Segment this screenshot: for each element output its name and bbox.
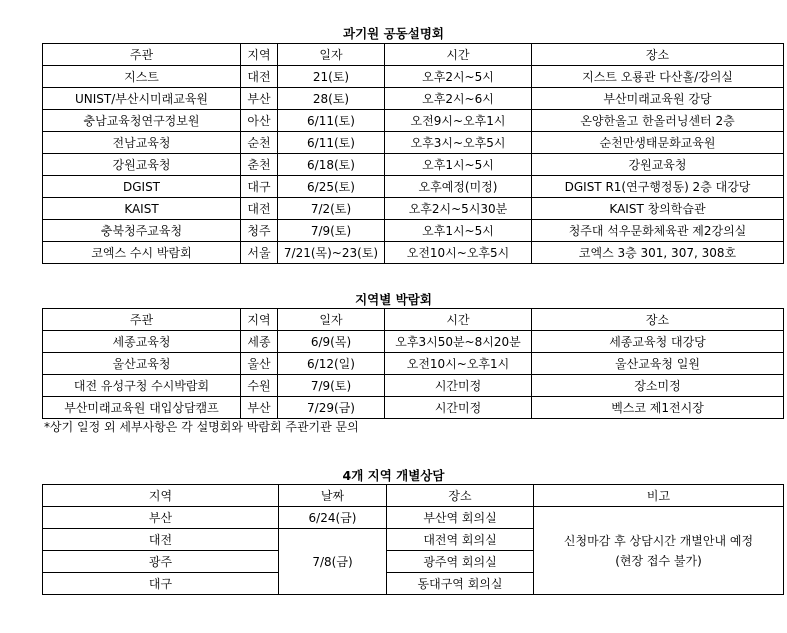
place-cell: 동대구역 회의실 xyxy=(387,573,534,595)
date-cell: 7/2(토) xyxy=(278,198,385,220)
table-row xyxy=(43,66,784,88)
region-cell: 아산 xyxy=(241,110,278,132)
date-cell: 6/25(토) xyxy=(278,176,385,198)
date-cell: 7/9(토) xyxy=(278,220,385,242)
table-row xyxy=(43,375,784,397)
time-cell: 오후1시~5시 xyxy=(385,220,532,242)
place-cell: 장소미정 xyxy=(532,375,784,397)
table-row xyxy=(43,198,784,220)
date-cell: 6/12(일) xyxy=(278,353,385,375)
region-cell: 대구 xyxy=(241,176,278,198)
header-host: 주관 xyxy=(43,309,241,331)
place-cell: DGIST R1(연구행정동) 2층 대강당 xyxy=(532,176,784,198)
host-cell: 전남교육청 xyxy=(43,132,241,154)
region-cell: 춘천 xyxy=(241,154,278,176)
date-cell: 6/24(금) xyxy=(279,507,387,529)
time-cell: 오후예정(미정) xyxy=(385,176,532,198)
region-cell: 대구 xyxy=(43,573,279,595)
briefing-table xyxy=(42,43,784,264)
place-cell: 울산교육청 일원 xyxy=(532,353,784,375)
host-cell: 부산미래교육원 대입상담캠프 xyxy=(43,397,241,419)
place-cell: 광주역 회의실 xyxy=(387,551,534,573)
region-cell: 대전 xyxy=(241,198,278,220)
date-cell: 6/9(목) xyxy=(278,331,385,353)
date-cell: 7/8(금) xyxy=(279,529,387,595)
header-place: 장소 xyxy=(532,44,784,66)
table-row xyxy=(43,176,784,198)
region-cell: 서울 xyxy=(241,242,278,264)
table-row xyxy=(43,331,784,353)
table-row xyxy=(43,220,784,242)
table-row xyxy=(43,154,784,176)
host-cell: 충남교육청연구정보원 xyxy=(43,110,241,132)
date-cell: 7/9(토) xyxy=(278,375,385,397)
place-cell: 부산미래교육원 강당 xyxy=(532,88,784,110)
time-cell: 오후2시~5시30분 xyxy=(385,198,532,220)
table-row xyxy=(43,88,784,110)
host-cell: UNIST/부산시미래교육원 xyxy=(43,88,241,110)
table-row xyxy=(43,110,784,132)
time-cell: 오전9시~오후1시 xyxy=(385,110,532,132)
date-cell: 7/29(금) xyxy=(278,397,385,419)
host-cell: DGIST xyxy=(43,176,241,198)
remark-line: 신청마감 후 상담시간 개별안내 예정 xyxy=(563,533,754,548)
date-cell: 6/11(토) xyxy=(278,132,385,154)
host-cell: 세종교육청 xyxy=(43,331,241,353)
time-cell: 오후1시~5시 xyxy=(385,154,532,176)
region-cell: 청주 xyxy=(241,220,278,242)
region-cell: 대전 xyxy=(43,529,279,551)
place-cell: 지스트 오룡관 다산홀/강의실 xyxy=(532,66,784,88)
header-place: 장소 xyxy=(387,485,534,507)
region-cell: 부산 xyxy=(241,88,278,110)
host-cell: 충북청주교육청 xyxy=(43,220,241,242)
date-cell: 6/18(토) xyxy=(278,154,385,176)
date-cell: 6/11(토) xyxy=(278,110,385,132)
header-region: 지역 xyxy=(241,309,278,331)
host-cell: 코엑스 수시 박람회 xyxy=(43,242,241,264)
time-cell: 오후3시~오후5시 xyxy=(385,132,532,154)
time-cell: 오전10시~오후5시 xyxy=(385,242,532,264)
header-host: 주관 xyxy=(43,44,241,66)
host-cell: 지스트 xyxy=(43,66,241,88)
region-cell: 순천 xyxy=(241,132,278,154)
region-cell: 대전 xyxy=(241,66,278,88)
time-cell: 시간미정 xyxy=(385,375,532,397)
header-region: 지역 xyxy=(241,44,278,66)
date-cell: 7/21(목)~23(토) xyxy=(278,242,385,264)
section-title-fair: 지역별 박람회 xyxy=(355,292,432,307)
region-cell: 수원 xyxy=(241,375,278,397)
place-cell: 청주대 석우문화체육관 제2강의실 xyxy=(532,220,784,242)
table-header-row xyxy=(43,44,784,66)
host-cell: 대전 유성구청 수시박람회 xyxy=(43,375,241,397)
header-time: 시간 xyxy=(385,309,532,331)
time-cell: 시간미정 xyxy=(385,397,532,419)
remark-cell xyxy=(534,507,784,595)
table-row xyxy=(43,132,784,154)
place-cell: 세종교육청 대강당 xyxy=(532,331,784,353)
header-region: 지역 xyxy=(43,485,279,507)
host-cell: KAIST xyxy=(43,198,241,220)
time-cell: 오후2시~6시 xyxy=(385,88,532,110)
fair-table xyxy=(42,308,784,419)
header-date: 일자 xyxy=(278,44,385,66)
footnote: *상기 일정 외 세부사항은 각 설명회와 박람회 주관기관 문의 xyxy=(44,420,359,434)
header-place: 장소 xyxy=(532,309,784,331)
place-cell: 부산역 회의실 xyxy=(387,507,534,529)
header-date: 날짜 xyxy=(279,485,387,507)
place-cell: 순천만생태문화교육원 xyxy=(532,132,784,154)
place-cell: 강원교육청 xyxy=(532,154,784,176)
region-cell: 부산 xyxy=(43,507,279,529)
time-cell: 오전10시~오후1시 xyxy=(385,353,532,375)
table-header-row xyxy=(43,309,784,331)
table-row xyxy=(43,507,784,529)
section-title-counseling: 4개 지역 개별상담 xyxy=(342,468,445,483)
header-remark: 비고 xyxy=(534,485,784,507)
remark-line: (현장 접수 불가) xyxy=(615,553,702,568)
place-cell: 대전역 회의실 xyxy=(387,529,534,551)
region-cell: 부산 xyxy=(241,397,278,419)
host-cell: 강원교육청 xyxy=(43,154,241,176)
place-cell: 온양한올고 한올러닝센터 2층 xyxy=(532,110,784,132)
table-row xyxy=(43,353,784,375)
table-header-row xyxy=(43,485,784,507)
place-cell: 코엑스 3층 301, 307, 308호 xyxy=(532,242,784,264)
region-cell: 세종 xyxy=(241,331,278,353)
region-cell: 울산 xyxy=(241,353,278,375)
place-cell: 벡스코 제1전시장 xyxy=(532,397,784,419)
place-cell: KAIST 창의학습관 xyxy=(532,198,784,220)
region-cell: 광주 xyxy=(43,551,279,573)
table-row xyxy=(43,242,784,264)
date-cell: 28(토) xyxy=(278,88,385,110)
date-cell: 21(토) xyxy=(278,66,385,88)
counseling-table xyxy=(42,484,784,595)
header-time: 시간 xyxy=(385,44,532,66)
time-cell: 오후3시50분~8시20분 xyxy=(385,331,532,353)
host-cell: 울산교육청 xyxy=(43,353,241,375)
section-title-briefing: 과기원 공동설명회 xyxy=(343,26,444,41)
table-row xyxy=(43,397,784,419)
header-date: 일자 xyxy=(278,309,385,331)
time-cell: 오후2시~5시 xyxy=(385,66,532,88)
